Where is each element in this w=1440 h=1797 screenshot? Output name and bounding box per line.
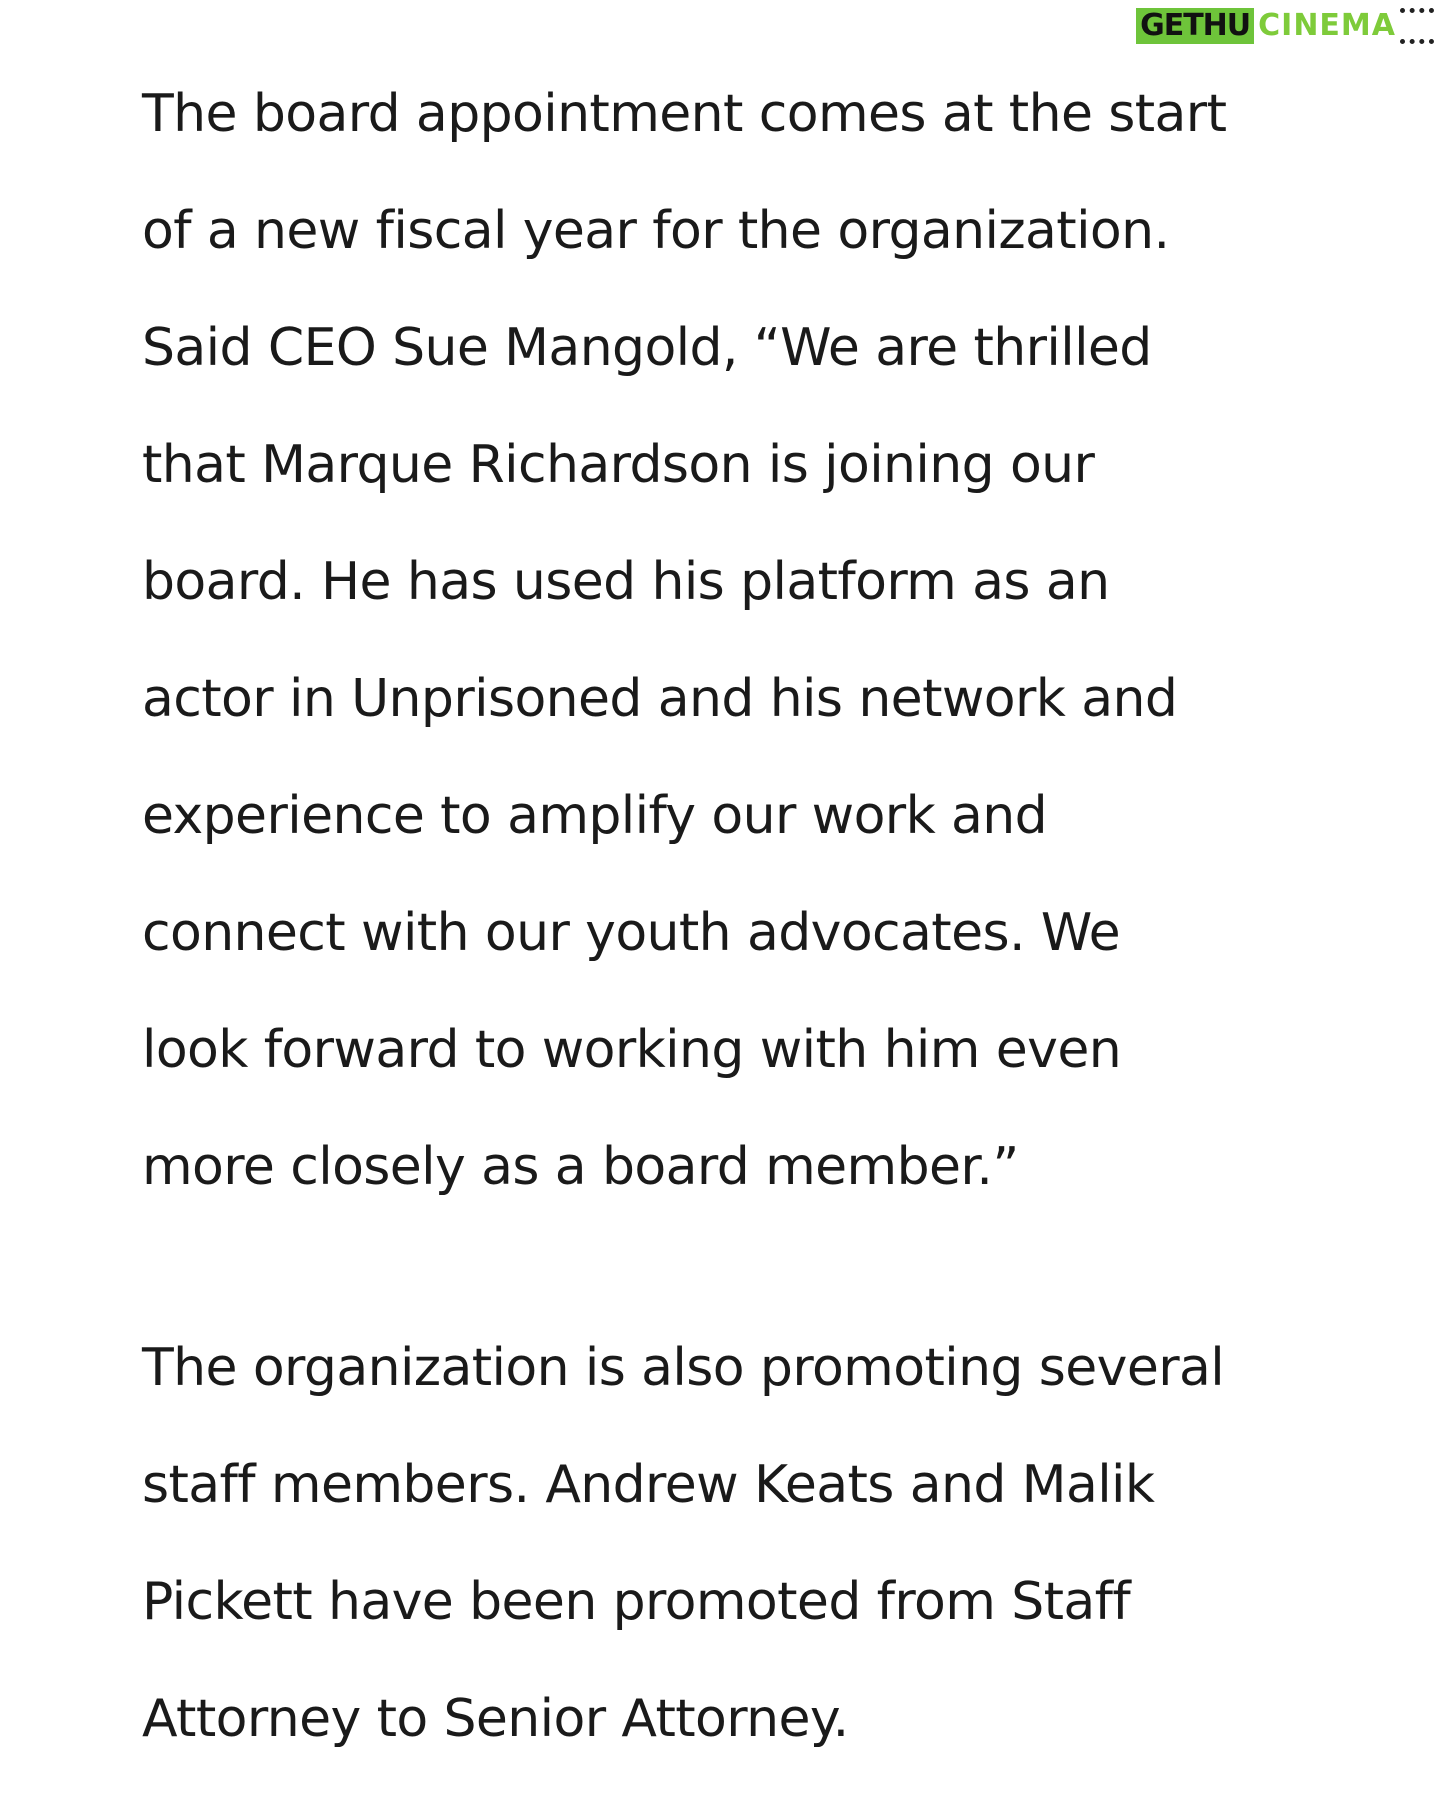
text-line: look forward to working with him even [142,1020,1122,1080]
text-line: that Marque Richardson is joining our [142,435,1095,495]
text-line: The organization is also promoting several [142,1338,1225,1398]
paragraph-spacer [142,1226,1322,1310]
paragraph-staff-promotions [142,1310,1322,1778]
watermark-right-text: CINEMA [1258,8,1396,43]
text-line: board. He has used his platform as an [142,552,1110,612]
text-line: connect with our youth advocates. We [142,903,1120,963]
film-strip-icon [1400,8,1434,44]
text-line: The board appointment comes at the start [142,84,1227,144]
text-line: Attorney to Senior Attorney. [142,1689,849,1749]
paragraph-board-appointment [142,56,1322,1226]
text-line: actor in Unprisoned and his network and [142,669,1178,729]
watermark-left-text: GETHU [1136,8,1254,44]
text-line: of a new fiscal year for the organization. [142,201,1170,261]
text-line: experience to amplify our work and [142,786,1048,846]
text-line: staff members. Andrew Keats and Malik [142,1455,1155,1515]
text-line: Said CEO Sue Mangold, “We are thrilled [142,318,1152,378]
text-line: Pickett have been promoted from Staff [142,1572,1131,1632]
watermark-logo [1136,8,1434,44]
article-body [142,56,1322,1778]
text-line: more closely as a board member.” [142,1137,1019,1197]
